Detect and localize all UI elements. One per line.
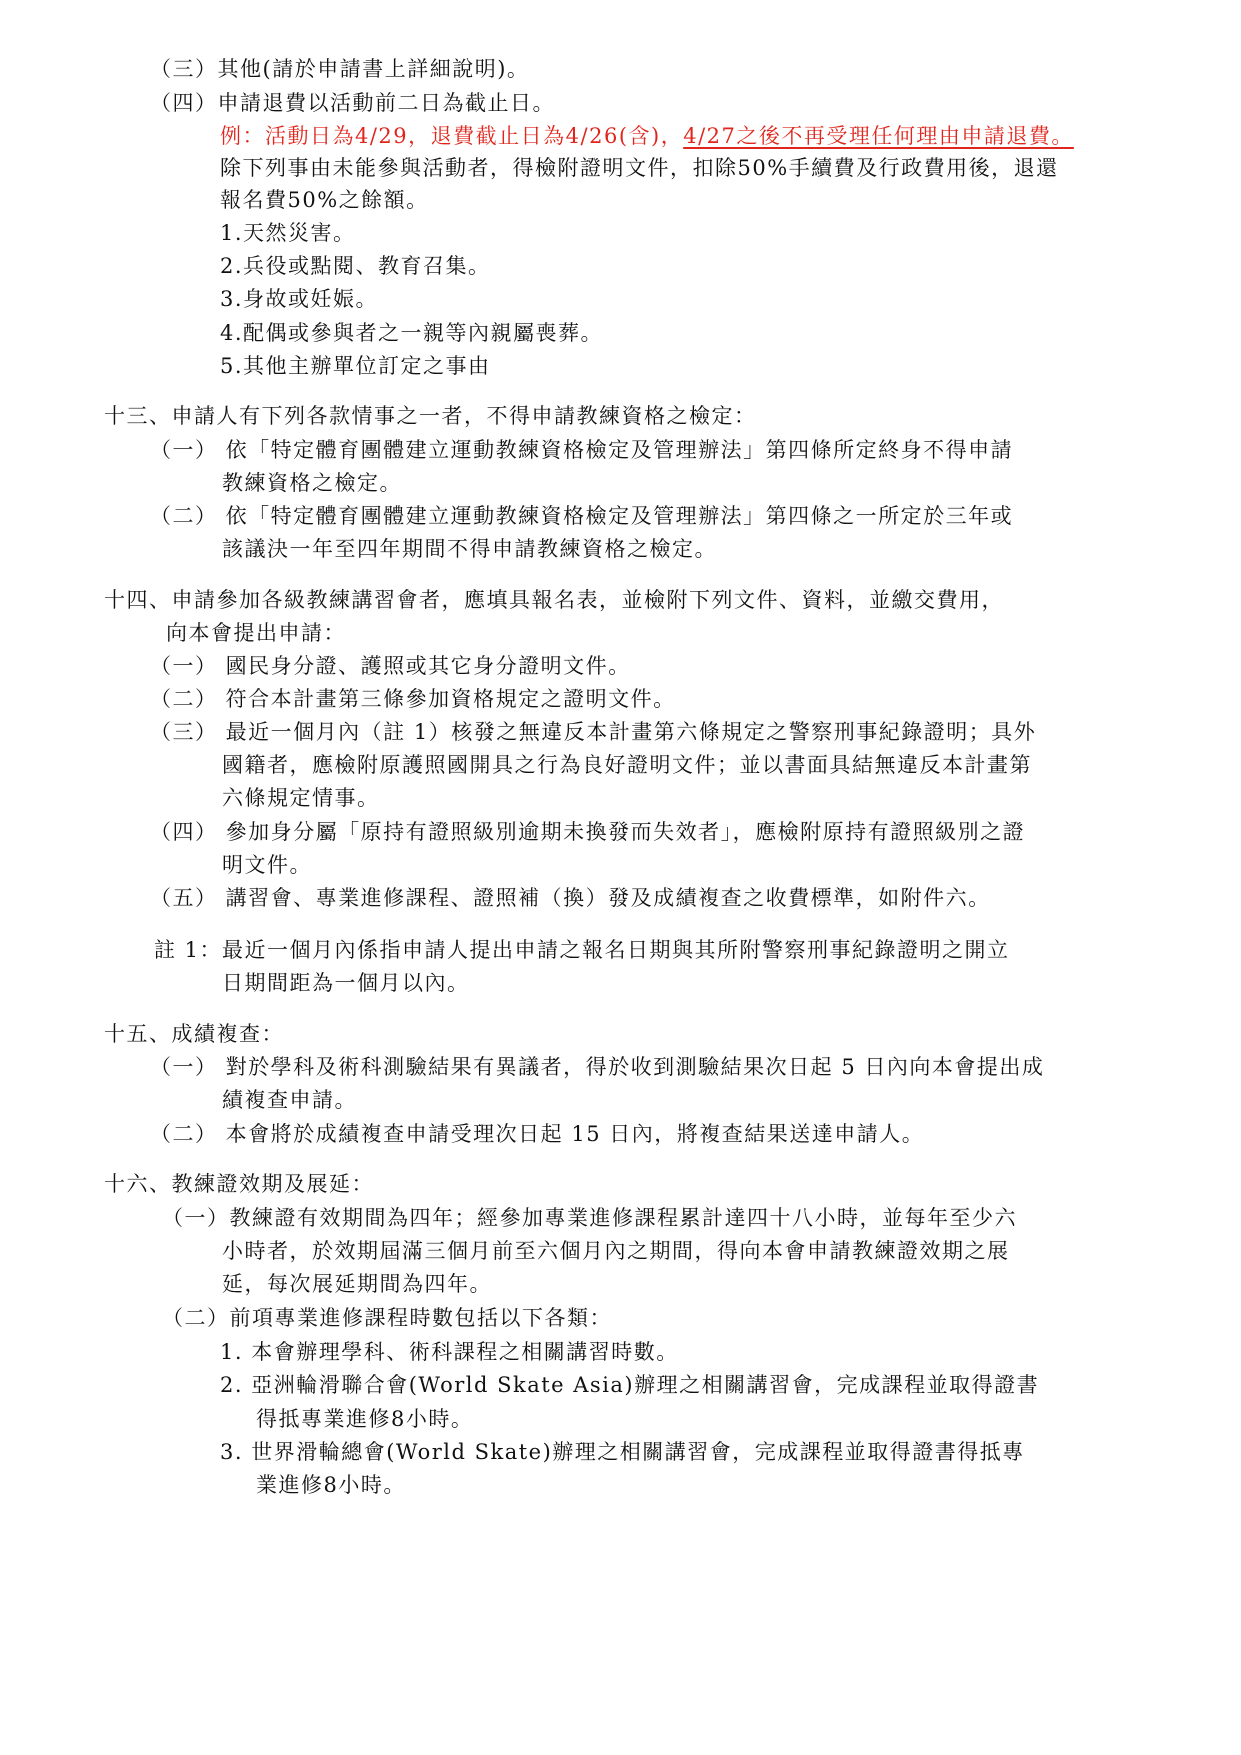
refund-exception-text-cont: 報名費50%之餘額。 bbox=[220, 188, 429, 212]
section-13-heading: 十三、申請人有下列各款情事之一者，不得申請教練資格之檢定： bbox=[104, 404, 757, 428]
section-14-item-3-cont2: 六條規定情事。 bbox=[222, 786, 380, 810]
exception-1: 1.天然災害。 bbox=[220, 221, 356, 245]
exception-2: 2.兵役或點閱、教育召集。 bbox=[220, 254, 491, 278]
section-14-item-3-cont: 國籍者，應檢附原護照國開具之行為良好證明文件；並以書面具結無違反本計畫第 bbox=[222, 753, 1032, 777]
section-14-item-1: （一） 國民身分證、護照或其它身分證明文件。 bbox=[150, 654, 631, 678]
refund-example-underlined: 4/27之後不再受理任何理由申請退費。 bbox=[683, 124, 1074, 148]
course-type-2: 2. 亞洲輪滑聯合會(World Skate Asia)辦理之相關講習會，完成課程並取得證書 bbox=[220, 1373, 1040, 1397]
section-14-item-3: （三） 最近一個月內（註 1）核發之無違反本計畫第六條規定之警察刑事紀錄證明；具外 bbox=[150, 720, 1037, 744]
section-15-item-1-cont: 績複查申請。 bbox=[222, 1088, 357, 1112]
section-15-item-1: （一） 對於學科及術科測驗結果有異議者，得於收到測驗結果次日起 5 日內向本會提出成 bbox=[150, 1055, 1045, 1079]
note-1-cont: 日期間距為一個月以內。 bbox=[222, 971, 470, 995]
section-16-item-2: （二）前項專業進修課程時數包括以下各類： bbox=[162, 1306, 612, 1330]
refund-example bbox=[220, 118, 1074, 154]
section-13-item-2-cont: 該議決一年至四年期間不得申請教練資格之檢定。 bbox=[222, 537, 717, 561]
exception-4: 4.配偶或參與者之一親等內親屬喪葬。 bbox=[220, 321, 604, 345]
section-14-heading: 十四、申請參加各級教練講習會者，應填具報名表，並檢附下列文件、資料，並繳交費用， bbox=[104, 588, 1004, 612]
section-15-item-2: （二） 本會將於成績複查申請受理次日起 15 日內，將複查結果送達申請人。 bbox=[150, 1122, 925, 1146]
exception-5: 5.其他主辦單位訂定之事由 bbox=[220, 354, 491, 378]
refund-example-part1: 例：活動日為4/29，退費截止日為4/26(含)， bbox=[220, 124, 684, 148]
refund-exception-text: 除下列事由未能參與活動者，得檢附證明文件，扣除50%手續費及行政費用後，退還 bbox=[220, 156, 1059, 180]
course-type-2-cont: 得抵專業進修8小時。 bbox=[256, 1407, 474, 1431]
section-16-item-1: （一）教練證有效期間為四年；經參加專業進修課程累計達四十八小時，並每年至少六 bbox=[162, 1206, 1017, 1230]
section-16-heading: 十六、教練證效期及展延： bbox=[104, 1172, 374, 1196]
course-type-3: 3. 世界滑輪總會(World Skate)辦理之相關講習會，完成課程並取得證書得抵專 bbox=[220, 1440, 1025, 1464]
section-13-item-2: （二） 依「特定體育團體建立運動教練資格檢定及管理辦法」第四條之一所定於三年或 bbox=[150, 504, 1014, 528]
course-type-1: 1. 本會辦理學科、術科課程之相關講習時數。 bbox=[220, 1340, 679, 1364]
refund-item-3: （三）其他(請於申請書上詳細說明)。 bbox=[150, 57, 530, 81]
section-16-item-1-cont: 小時者，於效期屆滿三個月前至六個月內之期間，得向本會申請教練證效期之展 bbox=[222, 1239, 1010, 1263]
section-14-item-5: （五） 講習會、專業進修課程、證照補（換）發及成績複查之收費標準，如附件六。 bbox=[150, 886, 991, 910]
refund-item-4: （四）申請退費以活動前二日為截止日。 bbox=[150, 91, 555, 115]
section-13-item-1-cont: 教練資格之檢定。 bbox=[222, 471, 402, 495]
section-14-heading-cont: 向本會提出申請： bbox=[166, 621, 346, 645]
section-13-item-1: （一） 依「特定體育團體建立運動教練資格檢定及管理辦法」第四條所定終身不得申請 bbox=[150, 438, 1014, 462]
section-14-item-2: （二） 符合本計畫第三條參加資格規定之證明文件。 bbox=[150, 687, 676, 711]
note-1: 註 1：最近一個月內係指申請人提出申請之報名日期與其所附警察刑事紀錄證明之開立 bbox=[154, 938, 1010, 962]
section-14-item-4: （四） 參加身分屬「原持有證照級別逾期未換發而失效者」，應檢附原持有證照級別之證 bbox=[150, 820, 1026, 844]
course-type-3-cont: 業進修8小時。 bbox=[256, 1473, 406, 1497]
section-15-heading: 十五、成績複查： bbox=[104, 1022, 284, 1046]
section-16-item-1-cont2: 延，每次展延期間為四年。 bbox=[222, 1272, 492, 1296]
section-14-item-4-cont: 明文件。 bbox=[222, 853, 312, 877]
exception-3: 3.身故或妊娠。 bbox=[220, 287, 379, 311]
